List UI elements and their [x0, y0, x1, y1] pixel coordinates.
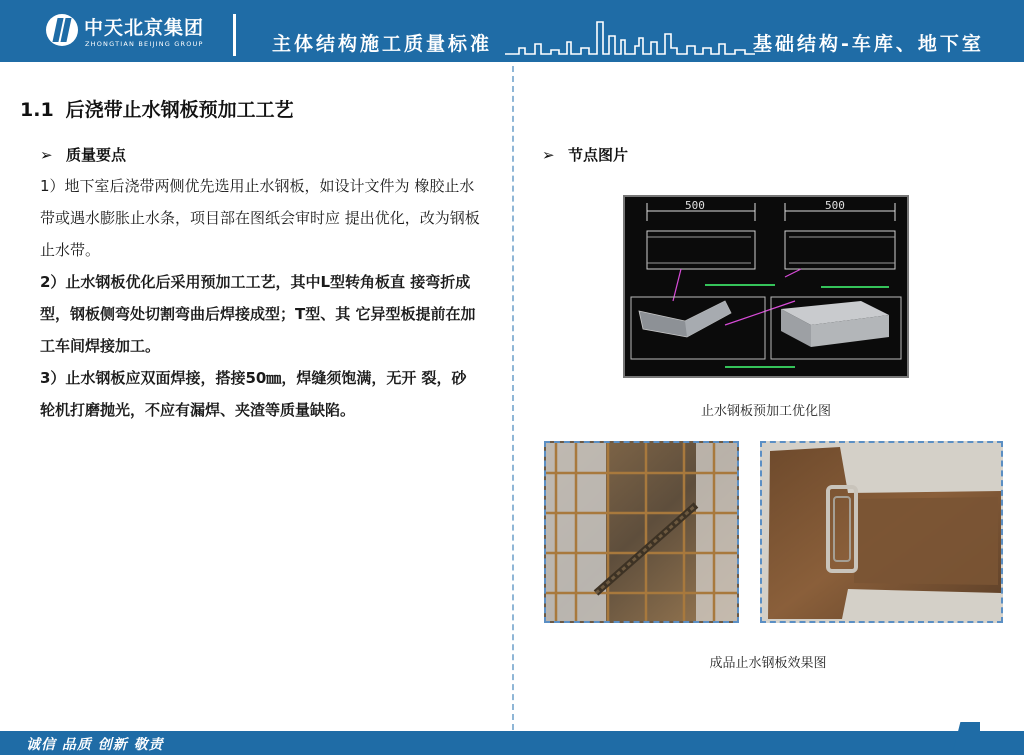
node-pictures-label: 节点图片: [568, 146, 629, 164]
quality-points-heading: [40, 144, 126, 165]
section-title-text: 后浇带止水钢板预加工工艺: [65, 99, 294, 121]
arrow-right-icon: ➢: [40, 146, 53, 164]
photo-finished-waterstop: [760, 441, 1003, 623]
photo-installed-waterstop: [544, 441, 739, 623]
caption-optimization-drawing: 止水钢板预加工优化图: [700, 404, 831, 419]
company-name-en: ZHONGTIAN BEIJING GROUP: [85, 40, 204, 48]
section-title: [20, 95, 294, 122]
footer-slogan: 诚信 品质 创新 敬责: [26, 737, 164, 753]
quality-point-2: 2）止水钢板优化后采用预加工工艺，其中L型转角板直 接弯折成型，钢板侧弯处切割弯曲后焊接成型；T型、其 它异型板提前在加工车间焊接加工。: [40, 273, 476, 355]
quality-point-3: 3）止水钢板应双面焊接，搭接50㎜，焊缝须饱满，无开 裂，砂轮机打磨抛光，不应有漏焊、夹渣等质量缺陷。: [40, 369, 467, 419]
quality-point-1: 1）地下室后浇带两侧优先选用止水钢板，如设计文件为 橡胶止水带或遇水膨胀止水条，项目部在图纸会审时应 提出优化，改为钢板止水带。: [40, 177, 480, 259]
skyline-decoration: [505, 18, 755, 62]
footer-corner-decoration: [952, 722, 980, 755]
cad-drawing-svg: [625, 197, 907, 376]
quality-points-label: 质量要点: [66, 146, 127, 164]
cad-optimization-drawing: [623, 195, 909, 378]
caption-finished-waterstop: 成品止水钢板效果图: [709, 656, 827, 671]
column-divider: [512, 66, 514, 730]
company-logo: [0, 0, 232, 62]
company-name-cn: 中天北京集团: [84, 17, 205, 39]
header-title-right: 基础结构-车库、地下室: [753, 33, 984, 55]
photo-installed-waterstop-svg: [546, 443, 737, 621]
header-divider: [233, 14, 236, 56]
node-pictures-heading: [542, 144, 628, 165]
zhongtian-logo-icon: [46, 14, 78, 46]
cad-dimension-left: 500: [685, 199, 705, 212]
cad-dimension-right: 500: [825, 199, 845, 212]
photo-finished-waterstop-svg: [762, 443, 1001, 621]
arrow-right-icon: ➢: [542, 146, 555, 164]
section-number: 1.1: [20, 99, 54, 121]
page-header: [0, 0, 1024, 62]
page-footer: [0, 731, 1024, 755]
header-title-left: 主体结构施工质量标准: [272, 33, 493, 55]
